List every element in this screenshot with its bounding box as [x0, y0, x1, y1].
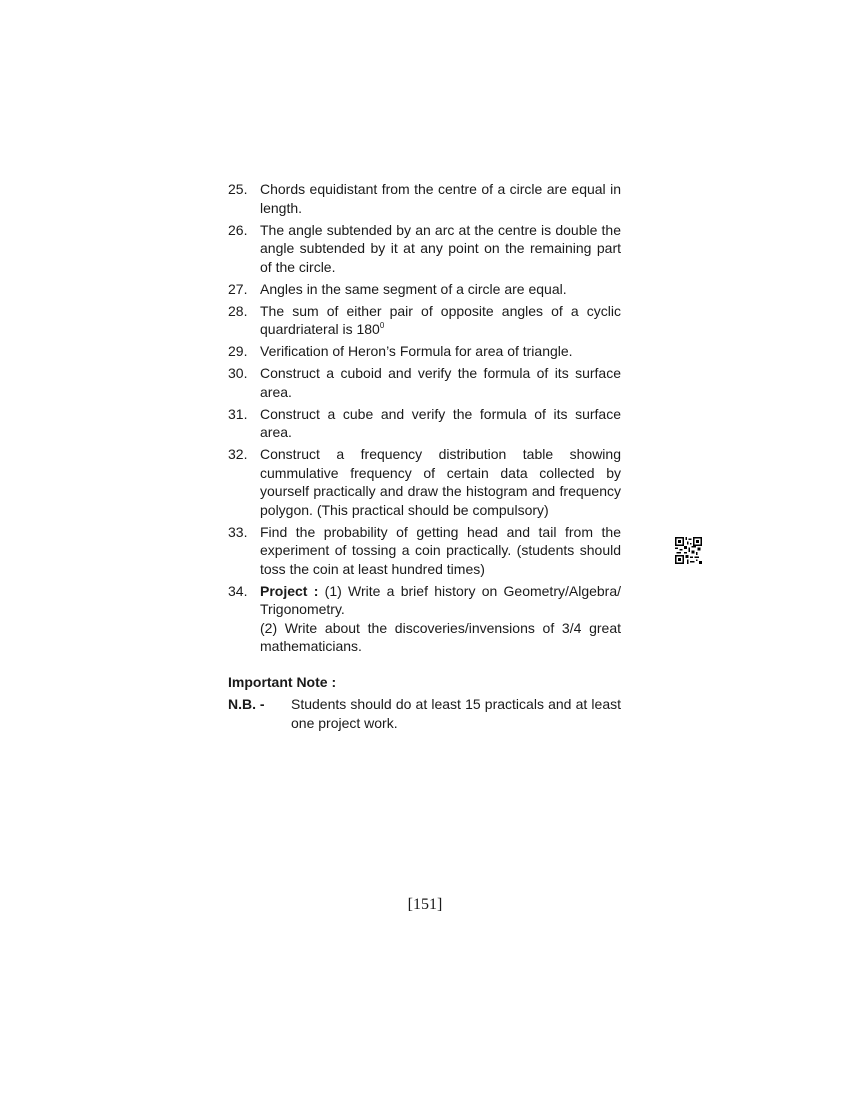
project-line-1: [260, 582, 621, 619]
list-item-project: [228, 582, 621, 656]
item-number: 25.: [228, 181, 248, 197]
item-number: 26.: [228, 221, 248, 238]
list-item: [228, 523, 621, 579]
list-item: [228, 180, 621, 217]
item-text: Verification of Heron’s Formula for area of triangle.: [260, 343, 573, 359]
project-line-1-text: (1) Write a brief history on Geometry/Algebra/ Trigonometry.: [260, 582, 622, 617]
list-item: [228, 445, 621, 519]
item-text: Chords equidistant from the centre of a circle are equal in length.: [260, 181, 621, 216]
item-text: Construct a cuboid and verify the formula of its surface area.: [260, 365, 621, 400]
list-item: [228, 342, 621, 361]
item-text: Construct a frequency distribution table showing cummulative frequency of certain data collected by yourself practically and draw the histogram and frequency polygon. (This practical should be compulsory): [260, 446, 621, 518]
item-text: [260, 302, 621, 339]
degree-superscript: 0: [379, 321, 385, 330]
item-number: 32.: [228, 446, 248, 462]
item-number: 28.: [228, 302, 248, 319]
item-text: The angle subtended by an arc at the centre is double the angle subtended by it at any point on the remaining part of the circle.: [260, 221, 621, 275]
project-label: Project :: [260, 582, 319, 599]
item-number: 30.: [228, 365, 248, 381]
item-number: 29.: [228, 343, 248, 359]
item-number: 31.: [228, 405, 248, 422]
nb-note: [228, 695, 621, 732]
item-number: 27.: [228, 280, 248, 297]
page-number: [151]: [407, 896, 443, 913]
nb-label: N.B. -: [228, 696, 265, 712]
item-number: 34.: [228, 582, 248, 599]
item-text: Find the probability of getting head and tail from the experiment of tossing a coin practically. (students should toss the coin at least hundred times): [260, 523, 621, 577]
list-item: [228, 364, 621, 401]
practical-list: [228, 180, 621, 732]
important-note-title: Important Note :: [228, 673, 337, 690]
item-text-main: The sum of either pair of opposite angles of a cyclic quardriateral is 180: [260, 302, 621, 337]
list-item: [228, 405, 621, 442]
item-text: Angles in the same segment of a circle are equal.: [260, 280, 567, 297]
qr-code-icon: [675, 537, 702, 564]
nb-text: Students should do at least 15 practicals and at least one project work.: [291, 696, 621, 731]
list-item: [228, 302, 621, 339]
project-line-2: (2) Write about the discoveries/invensions of 3/4 great mathematicians.: [260, 619, 621, 654]
list-item: [228, 221, 621, 277]
item-text: Construct a cube and verify the formula of its surface area.: [260, 405, 621, 440]
project-text: [260, 582, 621, 656]
item-number: 33.: [228, 523, 248, 540]
list-item: [228, 280, 621, 299]
